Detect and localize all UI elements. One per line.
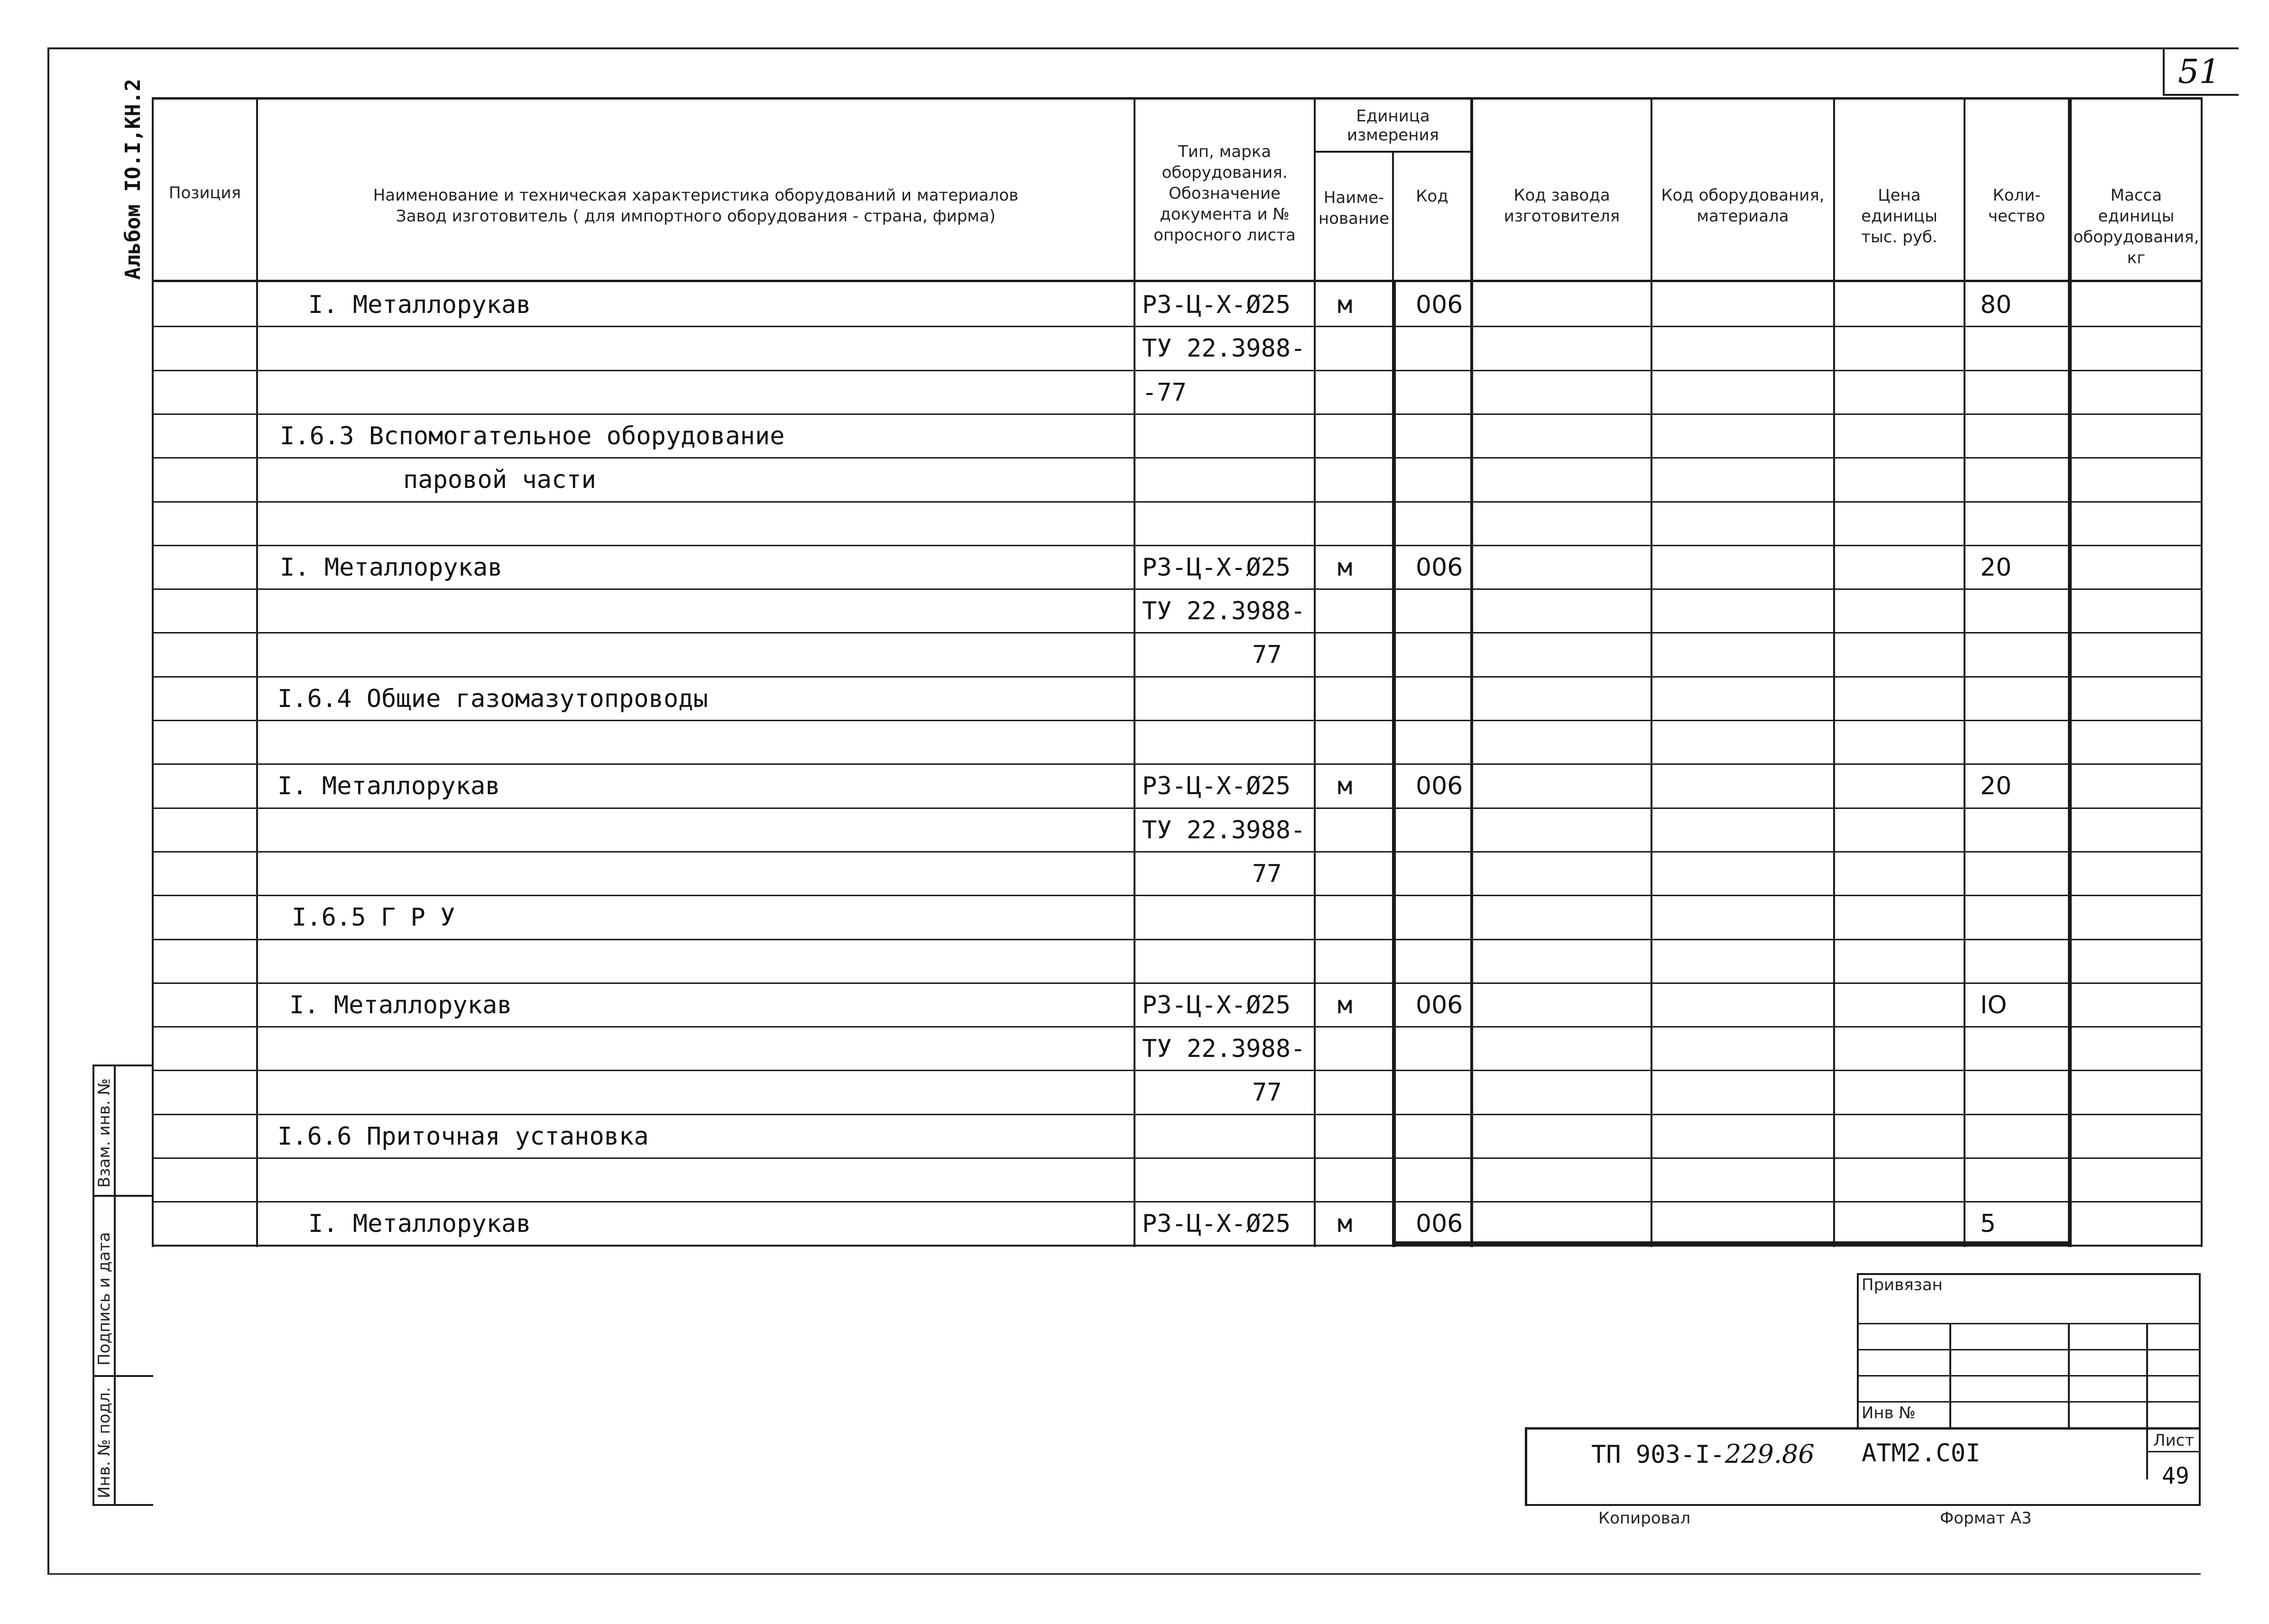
stamp-podpis: Подпись и дата [95, 1232, 114, 1366]
header-equipment-code: Код оборудования, материала [1661, 186, 1825, 226]
header-name-line1: Наименование и техническая характеристика оборудований и материалов [373, 186, 1019, 205]
row-unit: м [1337, 291, 1353, 319]
row-code: 006 [1416, 291, 1463, 319]
row-qty: 5 [1980, 1210, 1996, 1238]
row-type: ТУ 22.3988- [1142, 816, 1306, 844]
row-qty: 20 [1980, 553, 2012, 582]
row-type: ТУ 22.3988- [1142, 1035, 1306, 1063]
row-code: 006 [1416, 553, 1463, 582]
privyazan-label: Привязан [1862, 1275, 1943, 1294]
album-label: Альбом IO.I,КН.2 [121, 79, 145, 280]
header-quantity: Коли- чество [1988, 186, 2046, 226]
row-type: РЗ-Ц-Х-Ø25 [1142, 991, 1291, 1019]
row-qty: 20 [1980, 772, 2012, 800]
footer-format: Формат А3 [1940, 1509, 2032, 1528]
row-qty: 80 [1980, 291, 2012, 319]
row-name: I.6.6 Приточная установка [277, 1122, 649, 1151]
header-position: Позиция [168, 184, 241, 202]
row-name: I. Металлорукав [280, 553, 503, 582]
row-name: I.6.4 Общие газомазутопроводы [277, 685, 708, 713]
doc-handwritten: 229.86 [1725, 1439, 1815, 1469]
header-type: Тип, марка оборудования. Обозначение документа и № опросного листа [1153, 142, 1296, 245]
row-type: ТУ 22.3988- [1142, 334, 1306, 363]
row-unit: м [1337, 553, 1353, 582]
row-code: 006 [1416, 1210, 1463, 1238]
row-code: 006 [1416, 772, 1463, 800]
header-name-line2: Завод изготовитель ( для импортного оборудования - страна, фирма) [396, 207, 996, 226]
row-type: ТУ 22.3988- [1142, 597, 1306, 625]
doc-prefix: ТП 903-I- [1591, 1440, 1725, 1469]
doc-number [1591, 1439, 1815, 1469]
row-code: 006 [1416, 991, 1463, 1019]
header-unit-code: Код [1416, 187, 1448, 206]
row-name: I. Металлорукав [308, 1210, 531, 1238]
header-price: Цена единицы тыс. руб. [1861, 186, 1937, 247]
stamp-inv: Инв. № подл. [95, 1387, 114, 1498]
row-type: -77 [1142, 378, 1187, 407]
row-name: I.6.3 Вспомогательное оборудование [280, 422, 785, 450]
header-factory-code: Код завода изготовителя [1503, 186, 1620, 226]
row-type: РЗ-Ц-Х-Ø25 [1142, 553, 1291, 582]
row-name: паровой части [403, 466, 596, 494]
doc-code: АТМ2.С0I [1862, 1439, 1981, 1468]
header-unit-group: Единица измерения [1347, 107, 1439, 145]
row-type: РЗ-Ц-Х-Ø25 [1142, 1210, 1291, 1238]
row-unit: м [1337, 772, 1353, 800]
footer-kopiroval: Копировал [1598, 1509, 1691, 1528]
header-mass: Масса единицы оборудования, кг [2073, 186, 2199, 267]
row-type: РЗ-Ц-Х-Ø25 [1142, 291, 1291, 319]
sheet-number: 49 [2162, 1463, 2189, 1489]
page-number: 51 [2178, 52, 2221, 91]
sheet-label: Лист [2153, 1431, 2195, 1450]
row-name: I.6.5 Г Р У [292, 903, 455, 932]
row-name: I. Металлорукав [308, 291, 531, 319]
row-name: I. Металлорукав [277, 772, 500, 800]
row-name: I. Металлорукав [289, 991, 512, 1019]
row-type: РЗ-Ц-Х-Ø25 [1142, 772, 1291, 800]
stamp-vzam: Взам. инв. № [95, 1078, 114, 1188]
row-type: 77 [1252, 860, 1282, 888]
inv-no-label: Инв № [1862, 1404, 1916, 1422]
row-qty: IO [1980, 991, 2007, 1019]
row-type: 77 [1252, 1078, 1282, 1107]
header-unit-name: Наиме- нование [1318, 188, 1390, 228]
row-unit: м [1337, 1210, 1353, 1238]
row-unit: м [1337, 991, 1353, 1019]
row-type: 77 [1252, 641, 1282, 669]
